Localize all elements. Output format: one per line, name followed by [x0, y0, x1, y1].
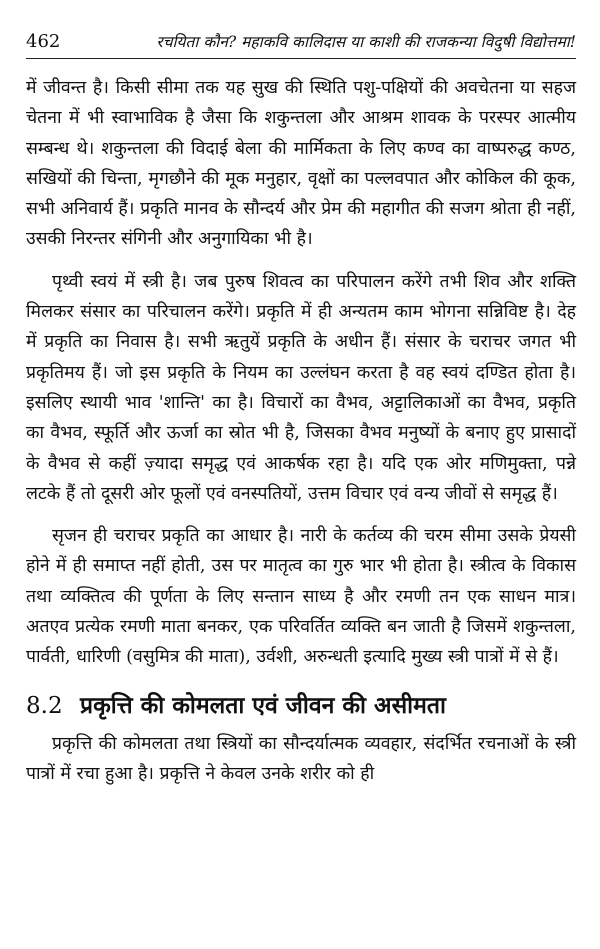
- page-header: [26, 0, 576, 59]
- paragraph-creation: सृजन ही चराचर प्रकृति का आधार है। नारी के कर्तव्य की चरम सीमा उसके प्रेयसी होने में ही समाप्त नहीं होती, उस पर मातृत्व का गुरु भार भी होता है। स्त्रीत्व के विकास तथा व्यक्तित्व की पूर्णता के लिए सन्तान साध्य है और रमणी तन एक साधन मात्र। अतएव प्रत्येक रमणी माता बनकर, एक परिवर्तित व्यक्ति बन जाती है जिसमें शकुन्तला, पार्वती, धारिणी (वसुमित्र की माता), उर्वशी, अरुन्धती इत्यादि मुख्य स्त्री पात्रों में से हैं।: [26, 526, 576, 668]
- paragraph-earth: पृथ्वी स्वयं में स्त्री है। जब पुरुष शिवत्व का परिपालन करेंगे तभी शिव और शक्ति मिलकर संसार का परिचालन करेंगे। प्रकृति में ही अन्यतम काम भोगना सन्निविष्ट है। देह में प्रकृति का निवास है। सभी ऋतुयें प्रकृति के अधीन हैं। संसार के चराचर जगत भी प्रकृतिमय हैं। जो इस प्रकृति के नियम का उल्लंघन करता है वह स्वयं दण्डित होता है। इसलिए स्थायी भाव 'शान्ति' का है। विचारों का वैभव, अट्टालिकाओं का वैभव, प्रकृति का वैभव, स्फूर्ति और ऊर्जा का स्रोत भी है, जिसका वैभव मनुष्यों के बनाए हुए प्रासादों के वैभव से कहीं ज़्यादा समृद्ध एवं आकर्षक रहा है। यदि एक ओर मणिमुक्ता, पन्ने लटके हैं तो दूसरी ओर फूलों एवं वनस्पतियों, उत्तम विचार एवं वन्य जीवों से समृद्ध हैं।: [26, 271, 577, 504]
- section-title: प्रकृत्ति की कोमलता एवं जीवन की असीमता: [80, 692, 446, 719]
- section-number: 8.2: [26, 692, 63, 719]
- section-heading: [26, 687, 576, 725]
- body-text: [26, 73, 576, 789]
- running-title: रचयिता कौन? महाकवि कालिदास या काशी की राजकन्या विदुषी विद्योत्तमा!: [156, 33, 576, 51]
- paragraph-continuation: में जीवन्त है। किसी सीमा तक यह सुख की स्थिति पशु-पक्षियों की अवचेतना या सहज चेतना में भी स्वाभाविक है जैसा कि शकुन्तला और आश्रम शावक के परस्पर आत्मीय सम्बन्ध थे। शकुन्तला की विदाई बेला की मार्मिकता के लिए कण्व का वाष्परुद्ध कण्ठ, सखियों की चिन्ता, मृगछौने की मूक मनुहार, वृक्षों का पल्लवपात और कोकिल की कूक, सभी अनिवार्य हैं। प्रकृति मानव के सौन्दर्य और प्रेम की महागीत की सजग श्रोता ही नहीं, उसकी निरन्तर संगिनी और अनुगायिका भी है।: [26, 78, 576, 250]
- page-number: 462: [26, 31, 61, 52]
- paragraph-section-start: प्रकृत्ति की कोमलता तथा स्त्रियों का सौन्दर्यात्मक व्यवहार, संदर्भित रचनाओं के स्त्री पात्रों में रचा हुआ है। प्रकृत्ति ने केवल उनके शरीर को ही: [26, 733, 576, 784]
